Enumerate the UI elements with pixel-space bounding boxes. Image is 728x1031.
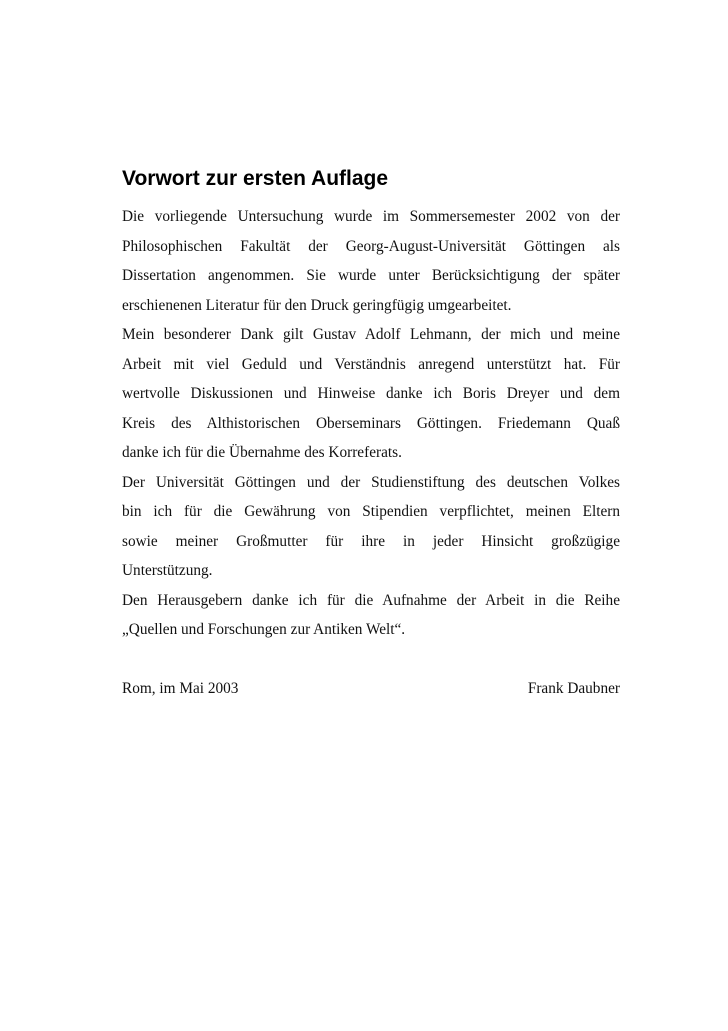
text-line: danke ich für die Übernahme des Korreferats. — [122, 444, 402, 461]
text-line: „Quellen und Forschungen zur Antiken Welt“. — [122, 621, 406, 638]
text-line: wertvolle Diskussionen und Hinweise danke ich Boris Dreyer und dem — [122, 385, 620, 402]
preface-content — [122, 166, 620, 704]
text-line: sowie meiner Großmutter für ihre in jeder Hinsicht großzügige — [122, 532, 620, 550]
text-line: Kreis des Althistorischen Oberseminars Göttingen. Friedemann Quaß — [122, 414, 620, 432]
page-title: Vorwort zur ersten Auflage — [122, 167, 389, 190]
paragraph — [122, 586, 620, 645]
text-line: Philosophischen Fakultät der Georg-August-Universität Göttingen als — [122, 237, 620, 255]
text-line: Der Universität Göttingen und der Studienstiftung des deutschen Volkes — [122, 473, 620, 491]
paragraph — [122, 202, 620, 320]
text-line: erschienenen Literatur für den Druck geringfügig umgearbeitet. — [122, 296, 512, 314]
paragraph — [122, 320, 620, 468]
text-line: bin ich für die Gewährung von Stipendien verpflichtet, meinen Eltern — [122, 503, 620, 520]
author-name: Frank Daubner — [527, 680, 620, 697]
text-line: Den Herausgebern danke ich für die Aufnahme der Arbeit in die Reihe — [122, 591, 620, 609]
text-line: Unterstützung. — [122, 562, 213, 579]
text-line: Die vorliegende Untersuchung wurde im Sommersemester 2002 von der — [122, 208, 620, 225]
text-line: Dissertation angenommen. Sie wurde unter Berücksichtigung der später — [122, 267, 620, 284]
place-date: Rom, im Mai 2003 — [122, 680, 239, 697]
signature-line — [122, 674, 620, 704]
paragraph — [122, 468, 620, 586]
text-line: Arbeit mit viel Geduld und Verständnis anregend unterstützt hat. Für — [122, 355, 620, 373]
text-line: Mein besonderer Dank gilt Gustav Adolf Lehmann, der mich und meine — [122, 326, 620, 343]
